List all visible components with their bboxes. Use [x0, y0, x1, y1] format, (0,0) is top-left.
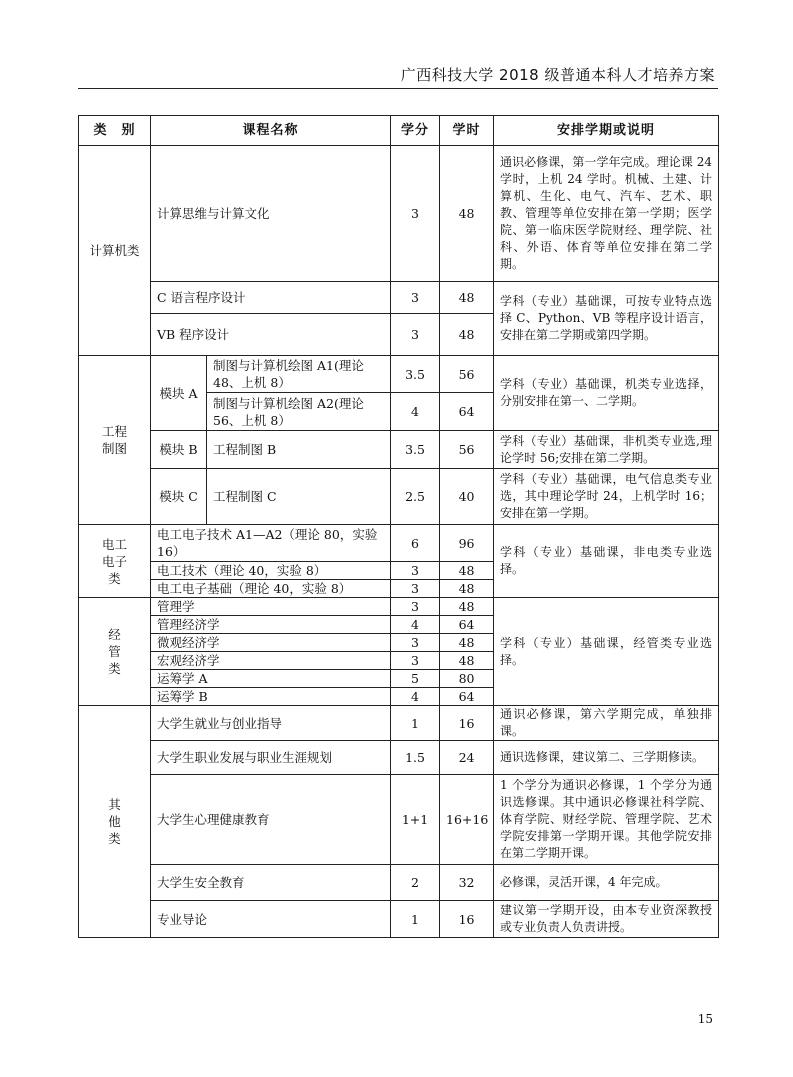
hours-cell: 48 [440, 580, 494, 598]
credit-cell: 2 [391, 865, 440, 901]
table-row [79, 431, 719, 469]
hours-cell: 48 [440, 634, 494, 652]
table-row [79, 469, 719, 525]
course-name: 专业导论 [151, 901, 391, 938]
course-name: 电工电子基础（理论 40，实验 8） [151, 580, 391, 598]
table-row [79, 775, 719, 865]
category-label: 其他类 [108, 797, 121, 846]
course-name: 大学生职业发展与职业生涯规划 [151, 741, 391, 775]
credit-cell: 1+1 [391, 775, 440, 865]
credit-cell: 1 [391, 901, 440, 938]
table-header-row [79, 116, 719, 146]
credit-cell: 3 [391, 562, 440, 580]
credit-cell: 1 [391, 706, 440, 741]
note-cell: 必修课，灵活开课，4 年完成。 [494, 865, 719, 901]
course-name: 宏观经济学 [151, 652, 391, 670]
hours-cell: 16+16 [440, 775, 494, 865]
category-label: 经管类 [108, 627, 121, 676]
hours-cell: 48 [440, 282, 494, 314]
course-name: 大学生就业与创业指导 [151, 706, 391, 741]
credit-cell: 3 [391, 146, 440, 282]
course-name: 大学生心理健康教育 [151, 775, 391, 865]
course-name: 制图与计算机绘图 A1(理论48、上机 8） [207, 356, 391, 393]
category-cell [79, 356, 151, 525]
course-name: 运筹学 A [151, 670, 391, 688]
credit-cell: 5 [391, 670, 440, 688]
page-number: 15 [697, 1012, 713, 1026]
note-cell: 1 个学分为通识必修课，1 个学分为通识选修课。其中通识必修课社科学院、体育学院、财经学院、管理学院、艺术学院安排第一学期开课。其他学院安排在第二学期开课。 [494, 775, 719, 865]
credit-cell: 1.5 [391, 741, 440, 775]
header-hours: 学时 [440, 116, 494, 146]
credit-cell: 3 [391, 652, 440, 670]
module-cell: 模块 A [151, 356, 207, 431]
note-cell: 学科（专业）基础课，可按专业特点选择 C、Python、VB 等程序设计语言，安排在第二学期或第四学期。 [494, 282, 719, 356]
course-name: 管理经济学 [151, 616, 391, 634]
note-cell: 通识选修课，建议第二、三学期修读。 [494, 741, 719, 775]
note-cell: 学科（专业）基础课，经管类专业选择。 [494, 598, 719, 706]
course-name: 工程制图 C [207, 469, 391, 525]
credit-cell: 4 [391, 688, 440, 706]
category-cell [79, 525, 151, 598]
credit-cell: 2.5 [391, 469, 440, 525]
course-name: 运筹学 B [151, 688, 391, 706]
note-cell: 学科（专业）基础课，电气信息类专业选，其中理论学时 24，上机学时 16；安排在第一学期。 [494, 469, 719, 525]
course-name: 电工电子技术 A1—A2（理论 80，实验 16） [151, 525, 391, 562]
table-row [79, 901, 719, 938]
note-cell: 学科（专业）基础课，非电类专业选择。 [494, 525, 719, 598]
credit-cell: 3 [391, 282, 440, 314]
hours-cell: 16 [440, 706, 494, 741]
course-name: 计算思维与计算文化 [151, 146, 391, 282]
hours-cell: 16 [440, 901, 494, 938]
hours-cell: 32 [440, 865, 494, 901]
credit-cell: 3 [391, 634, 440, 652]
hours-cell: 80 [440, 670, 494, 688]
credit-cell: 4 [391, 393, 440, 431]
hours-cell: 48 [440, 562, 494, 580]
course-name: 电工技术（理论 40，实验 8） [151, 562, 391, 580]
course-name: 微观经济学 [151, 634, 391, 652]
table-row [79, 282, 719, 314]
note-cell: 学科（专业）基础课，非机类专业选,理论学时 56;安排在第二学期。 [494, 431, 719, 469]
header-credit: 学分 [391, 116, 440, 146]
note-cell: 学科（专业）基础课，机类专业选择，分别安排在第一、二学期。 [494, 356, 719, 431]
category-label: 工程制图 [101, 424, 127, 456]
hours-cell: 56 [440, 431, 494, 469]
category-cell [79, 706, 151, 938]
note-cell: 通识必修课，第六学期完成，单独排课。 [494, 706, 719, 741]
credit-cell: 6 [391, 525, 440, 562]
course-name: 管理学 [151, 598, 391, 616]
hours-cell: 48 [440, 652, 494, 670]
credit-cell: 3 [391, 580, 440, 598]
course-name: 大学生安全教育 [151, 865, 391, 901]
table-row [79, 598, 719, 616]
header-category: 类 别 [79, 116, 151, 146]
hours-cell: 48 [440, 314, 494, 356]
credit-cell: 4 [391, 616, 440, 634]
hours-cell: 40 [440, 469, 494, 525]
credit-cell: 3.5 [391, 356, 440, 393]
course-name: 工程制图 B [207, 431, 391, 469]
course-name: VB 程序设计 [151, 314, 391, 356]
running-header: 广西科技大学 2018 级普通本科人才培养方案 [400, 66, 715, 84]
curriculum-table [78, 115, 719, 938]
header-rule [78, 88, 718, 89]
category-cell: 计算机类 [79, 146, 151, 356]
note-cell: 通识必修课，第一学年完成。理论课 24 学时，上机 24 学时。机械、土建、计算机、生化、电气、汽车、艺术、职教、管理等单位安排在第一学期；医学院、第一临床医学院财经、理学院、社科、外语、体育等单位安排在第二学期。 [494, 146, 719, 282]
course-name: 制图与计算机绘图 A2(理论56、上机 8） [207, 393, 391, 431]
table-row [79, 741, 719, 775]
header-arrangement: 安排学期或说明 [494, 116, 719, 146]
hours-cell: 96 [440, 525, 494, 562]
module-cell: 模块 B [151, 431, 207, 469]
header-course-name: 课程名称 [151, 116, 391, 146]
hours-cell: 48 [440, 598, 494, 616]
category-cell [79, 598, 151, 706]
note-cell: 建议第一学期开设，由本专业资深教授或专业负责人负责讲授。 [494, 901, 719, 938]
credit-cell: 3 [391, 598, 440, 616]
credit-cell: 3 [391, 314, 440, 356]
course-name: C 语言程序设计 [151, 282, 391, 314]
table-row [79, 356, 719, 393]
hours-cell: 48 [440, 146, 494, 282]
hours-cell: 56 [440, 356, 494, 393]
category-label: 电工电子类 [101, 536, 127, 586]
table-row [79, 525, 719, 562]
table-row [79, 146, 719, 282]
hours-cell: 64 [440, 393, 494, 431]
table-row [79, 865, 719, 901]
hours-cell: 64 [440, 616, 494, 634]
module-cell: 模块 C [151, 469, 207, 525]
table-row [79, 706, 719, 741]
hours-cell: 24 [440, 741, 494, 775]
hours-cell: 64 [440, 688, 494, 706]
credit-cell: 3.5 [391, 431, 440, 469]
